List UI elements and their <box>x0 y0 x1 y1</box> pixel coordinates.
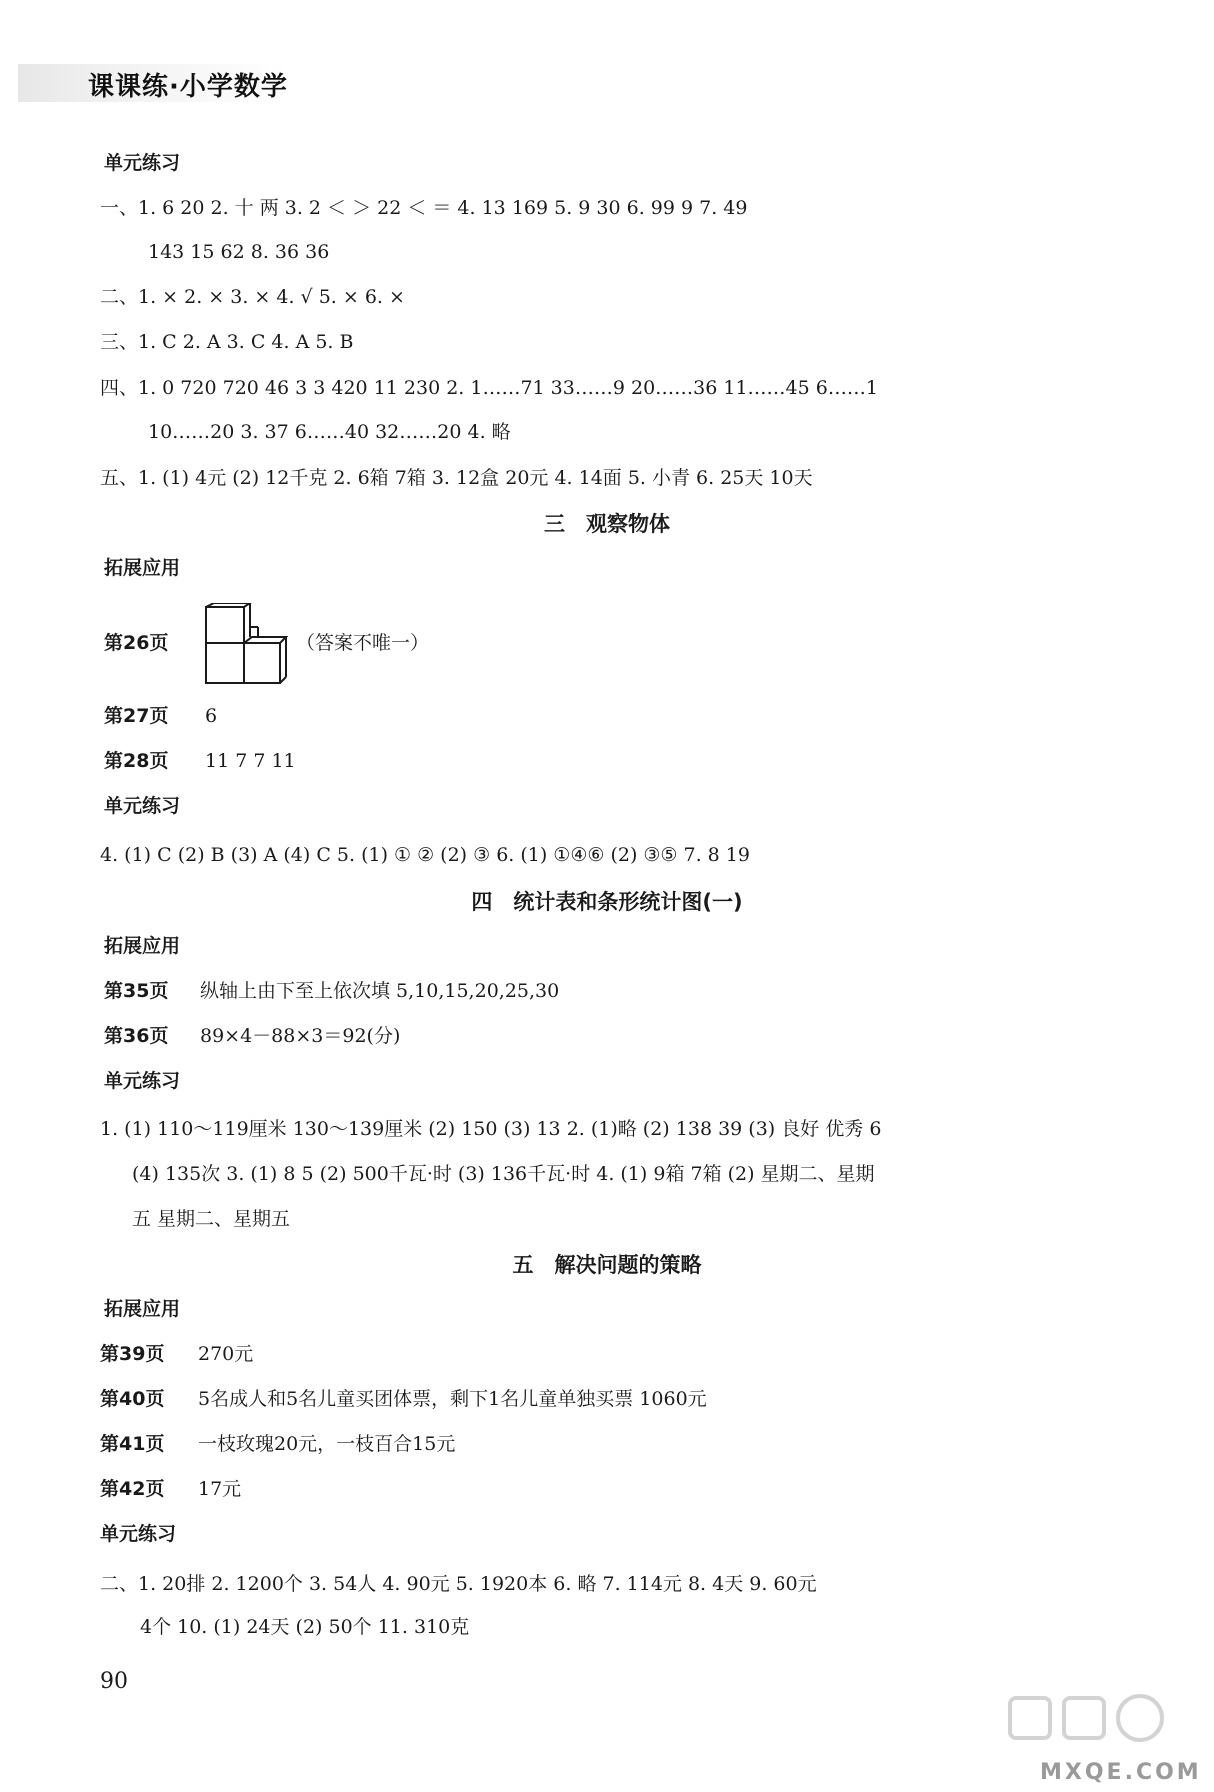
answer-line: 五 星期二、星期五 <box>132 1208 291 1230</box>
answer-value: 5名成人和5名儿童买团体票，剩下1名儿童单独买票 1060元 <box>198 1388 707 1410</box>
unit-practice-label: 单元练习 <box>104 1070 181 1092</box>
answer-line: 一、1. 6 20 2. 十 两 3. 2 ＜ ＞ 22 ＜ ＝ 4. 13 169 5. 9 30 6. 99 9 7. 49 <box>100 197 748 219</box>
page-ref-label: 第39页 <box>100 1343 165 1365</box>
section-heading: 四 统计表和条形统计图(一) <box>471 890 743 914</box>
stacked-cubes-figure <box>204 603 288 685</box>
answer-value: 11 7 7 11 <box>205 750 296 772</box>
unit-practice-label: 单元练习 <box>100 1523 177 1545</box>
page-ref-label: 第28页 <box>104 750 169 772</box>
extension-label: 拓展应用 <box>104 557 181 579</box>
page-number: 90 <box>100 1669 128 1694</box>
page-ref-label: 第35页 <box>104 980 169 1002</box>
unit-practice-label: 单元练习 <box>104 152 181 174</box>
answer-value: 89×4－88×3＝92(分) <box>200 1025 401 1047</box>
answer-line: (4) 135次 3. (1) 8 5 (2) 500千瓦·时 (3) 136千瓦·时 4. (1) 9箱 7箱 (2) 星期二、星期 <box>132 1163 875 1185</box>
answer-line: 二、1. × 2. × 3. × 4. √ 5. × 6. × <box>100 286 405 308</box>
answer-line: 1. (1) 110～119厘米 130～139厘米 (2) 150 (3) 13 2. (1)略 (2) 138 39 (3) 良好 优秀 6 <box>100 1118 882 1140</box>
answer-value: 17元 <box>198 1478 242 1500</box>
answer-line: 二、1. 20排 2. 1200个 3. 54人 4. 90元 5. 1920本 6. 略 7. 114元 8. 4天 9. 60元 <box>100 1573 817 1595</box>
answer-line: 五、1. (1) 4元 (2) 12千克 2. 6箱 7箱 3. 12盒 20元 4. 14面 5. 小青 6. 25天 10天 <box>100 467 813 489</box>
answer-note: （答案不唯一） <box>296 632 430 654</box>
answer-line: 4. (1) C (2) B (3) A (4) C 5. (1) ① ② (2) ③ 6. (1) ①④⑥ (2) ③⑤ 7. 8 19 <box>100 844 750 866</box>
answer-line: 10……20 3. 37 6……40 32……20 4. 略 <box>148 421 511 443</box>
extension-label: 拓展应用 <box>104 935 181 957</box>
page-ref-label: 第41页 <box>100 1433 165 1455</box>
answer-line: 4个 10. (1) 24天 (2) 50个 11. 310克 <box>140 1616 470 1638</box>
answer-line: 143 15 62 8. 36 36 <box>148 241 330 263</box>
section-heading: 五 解决问题的策略 <box>512 1253 702 1277</box>
page-ref-label: 第27页 <box>104 705 169 727</box>
answer-value: 270元 <box>198 1343 254 1365</box>
page-ref-label: 第26页 <box>104 632 169 654</box>
answer-line: 四、1. 0 720 720 46 3 3 420 11 230 2. 1……71 33……9 20……36 11……45 6……1 <box>100 377 878 399</box>
watermark-text: MXQE.COM <box>1040 1760 1202 1785</box>
page-ref-label: 第42页 <box>100 1478 165 1500</box>
section-heading: 三 观察物体 <box>544 512 670 536</box>
answer-line: 三、1. C 2. A 3. C 4. A 5. B <box>100 331 354 353</box>
answer-value: 纵轴上由下至上依次填 5,10,15,20,25,30 <box>200 980 560 1002</box>
extension-label: 拓展应用 <box>104 1298 181 1320</box>
page-ref-label: 第36页 <box>104 1025 169 1047</box>
answer-value: 6 <box>205 705 218 727</box>
answer-value: 一枝玫瑰20元，一枝百合15元 <box>198 1433 456 1455</box>
unit-practice-label: 单元练习 <box>104 795 181 817</box>
running-header-title: 课课练·小学数学 <box>88 72 288 102</box>
page-ref-label: 第40页 <box>100 1388 165 1410</box>
